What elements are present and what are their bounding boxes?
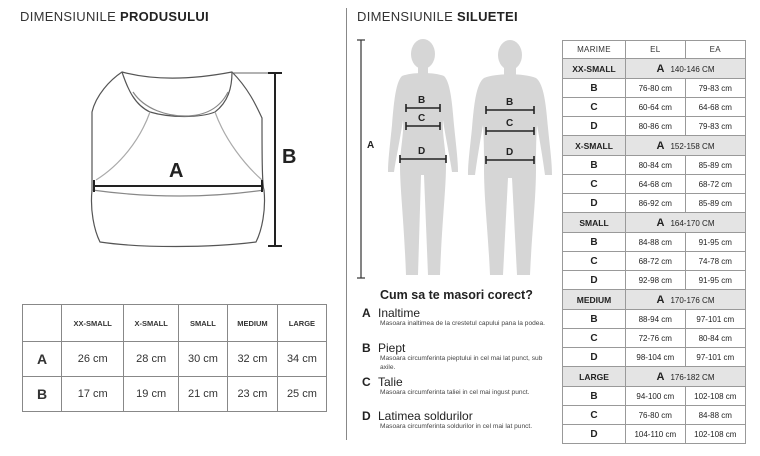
- product-size-table: [22, 304, 327, 412]
- guide-name: Latimea soldurilor: [378, 409, 473, 423]
- table-cell: 68-72 cm: [685, 175, 745, 194]
- guide-title: Cum sa te masori corect?: [380, 288, 533, 302]
- guide-desc: Masoara circumferinta pieptului in cel mai lat punct, sub axile.: [380, 355, 543, 371]
- row-label: C: [563, 406, 626, 425]
- table-cell: 25 cm: [277, 377, 326, 412]
- table-row: [563, 233, 746, 252]
- table-cell: 94-100 cm: [626, 387, 686, 406]
- height-letter: A: [656, 139, 665, 152]
- height-measure-line: [357, 40, 365, 278]
- table-row: [563, 406, 746, 425]
- measure-line-b: [232, 73, 282, 246]
- female-label-d: D: [418, 146, 426, 157]
- table-cell: 97-101 cm: [685, 310, 745, 329]
- product-title-prefix: DIMENSIUNILE: [20, 9, 117, 24]
- table-cell: 68-72 cm: [626, 252, 686, 271]
- height-range: 176-182 CM: [670, 372, 715, 382]
- table-cell: 72-76 cm: [626, 329, 686, 348]
- table-row: [563, 310, 746, 329]
- table-cell: 21 cm: [178, 377, 227, 412]
- row-label: B: [563, 79, 626, 98]
- table-cell: 76-80 cm: [626, 79, 686, 98]
- row-label: C: [563, 329, 626, 348]
- table-cell: 84-88 cm: [685, 406, 745, 425]
- table-cell: 98-104 cm: [626, 348, 686, 367]
- row-label: B: [563, 233, 626, 252]
- guide-letter: D: [362, 409, 371, 423]
- table-corner: [23, 305, 62, 342]
- table-cell: 32 cm: [228, 342, 278, 377]
- size-table-header: [563, 41, 746, 59]
- size-row: [563, 367, 746, 387]
- row-label: D: [563, 425, 626, 444]
- size-row: [563, 290, 746, 310]
- row-label: B: [563, 156, 626, 175]
- table-row: [563, 329, 746, 348]
- male-label-b: B: [506, 97, 514, 108]
- table-row: [563, 387, 746, 406]
- table-cell: 80-84 cm: [626, 156, 686, 175]
- table-cell: 85-89 cm: [685, 156, 745, 175]
- size-name: X-SMALL: [563, 136, 626, 156]
- row-label: D: [563, 348, 626, 367]
- table-cell: 104-110 cm: [626, 425, 686, 444]
- table-row: [23, 377, 327, 412]
- female-label-b: B: [418, 95, 426, 106]
- row-label: D: [563, 194, 626, 213]
- height-letter: A: [656, 216, 665, 229]
- table-cell: 91-95 cm: [685, 271, 745, 290]
- guide-desc: Masoara inaltimea de la crestetul capului pana la podea.: [380, 320, 545, 327]
- table-cell: 102-108 cm: [685, 387, 745, 406]
- size-row: [563, 136, 746, 156]
- table-cell: 97-101 cm: [685, 348, 745, 367]
- product-table-header: [23, 305, 327, 342]
- table-cell: 28 cm: [124, 342, 178, 377]
- table-cell: 17 cm: [62, 377, 124, 412]
- silhouette-title-bold: SILUETEI: [456, 9, 518, 24]
- height-letter: A: [656, 293, 665, 306]
- size-height: [626, 213, 746, 233]
- size-name: XX-SMALL: [563, 59, 626, 79]
- table-cell: 79-83 cm: [685, 79, 745, 98]
- guide-letter: B: [362, 341, 371, 355]
- row-label: D: [563, 117, 626, 136]
- row-label: B: [23, 377, 62, 412]
- table-cell: 30 cm: [178, 342, 227, 377]
- row-label: C: [563, 252, 626, 271]
- table-cell: 34 cm: [277, 342, 326, 377]
- table-cell: 74-78 cm: [685, 252, 745, 271]
- female-label-c: C: [418, 113, 426, 124]
- column-header: EA: [685, 41, 745, 59]
- row-label: B: [563, 310, 626, 329]
- row-label: B: [563, 387, 626, 406]
- silhouette-diagram: [346, 0, 560, 285]
- table-cell: 92-98 cm: [626, 271, 686, 290]
- table-row: [563, 194, 746, 213]
- row-label: D: [563, 271, 626, 290]
- column-header: X-SMALL: [124, 305, 178, 342]
- table-row: [563, 348, 746, 367]
- column-header: MEDIUM: [228, 305, 278, 342]
- table-cell: 88-94 cm: [626, 310, 686, 329]
- size-row: [563, 213, 746, 233]
- size-name: MEDIUM: [563, 290, 626, 310]
- column-header: XX-SMALL: [62, 305, 124, 342]
- size-name: LARGE: [563, 367, 626, 387]
- size-height: [626, 59, 746, 79]
- guide-letter: A: [362, 306, 371, 320]
- row-label: C: [563, 98, 626, 117]
- height-range: 164-170 CM: [670, 218, 715, 228]
- guide-desc: Masoara circumferinta taliei in cel mai ingust punct.: [380, 389, 530, 396]
- row-label: C: [563, 175, 626, 194]
- male-label-c: C: [506, 118, 514, 129]
- label-a: A: [169, 160, 184, 182]
- row-label: A: [23, 342, 62, 377]
- table-row: [563, 117, 746, 136]
- height-range: 152-158 CM: [670, 141, 715, 151]
- table-cell: 64-68 cm: [626, 175, 686, 194]
- guide-name: Piept: [378, 341, 406, 355]
- guide-desc: Masoara circumferinta soldurilor in cel mai lat punct.: [380, 423, 533, 430]
- table-cell: 86-92 cm: [626, 194, 686, 213]
- column-header: SMALL: [178, 305, 227, 342]
- size-height: [626, 367, 746, 387]
- size-row: [563, 59, 746, 79]
- guide-name: Talie: [378, 375, 403, 389]
- table-row: [563, 271, 746, 290]
- table-cell: 64-68 cm: [685, 98, 745, 117]
- guide-name: Inaltime: [378, 306, 421, 320]
- table-cell: 76-80 cm: [626, 406, 686, 425]
- body-size-table: [562, 40, 746, 444]
- female-silhouette: [388, 39, 458, 275]
- column-header: EL: [626, 41, 686, 59]
- male-label-d: D: [506, 147, 514, 158]
- table-row: [563, 175, 746, 194]
- table-cell: 84-88 cm: [626, 233, 686, 252]
- height-letter: A: [656, 62, 665, 75]
- height-label: A: [367, 140, 375, 151]
- table-cell: 60-64 cm: [626, 98, 686, 117]
- table-cell: 91-95 cm: [685, 233, 745, 252]
- size-height: [626, 136, 746, 156]
- table-cell: 85-89 cm: [685, 194, 745, 213]
- table-cell: 19 cm: [124, 377, 178, 412]
- table-row: [563, 252, 746, 271]
- silhouette-title-prefix: DIMENSIUNILE: [357, 9, 454, 24]
- table-cell: 80-84 cm: [685, 329, 745, 348]
- table-row: [563, 98, 746, 117]
- table-row: [563, 79, 746, 98]
- guide-letter: C: [362, 375, 371, 389]
- table-cell: 79-83 cm: [685, 117, 745, 136]
- table-row: [563, 425, 746, 444]
- table-cell: 23 cm: [228, 377, 278, 412]
- height-letter: A: [656, 370, 665, 383]
- product-title-bold: PRODUSULUI: [119, 9, 209, 24]
- table-cell: 80-86 cm: [626, 117, 686, 136]
- label-b: B: [282, 146, 297, 168]
- table-row: [563, 156, 746, 175]
- height-range: 140-146 CM: [670, 64, 715, 74]
- column-header: LARGE: [277, 305, 326, 342]
- column-header: MARIME: [563, 41, 626, 59]
- height-range: 170-176 CM: [670, 295, 715, 305]
- table-row: [23, 342, 327, 377]
- size-name: SMALL: [563, 213, 626, 233]
- table-cell: 102-108 cm: [685, 425, 745, 444]
- size-height: [626, 290, 746, 310]
- table-cell: 26 cm: [62, 342, 124, 377]
